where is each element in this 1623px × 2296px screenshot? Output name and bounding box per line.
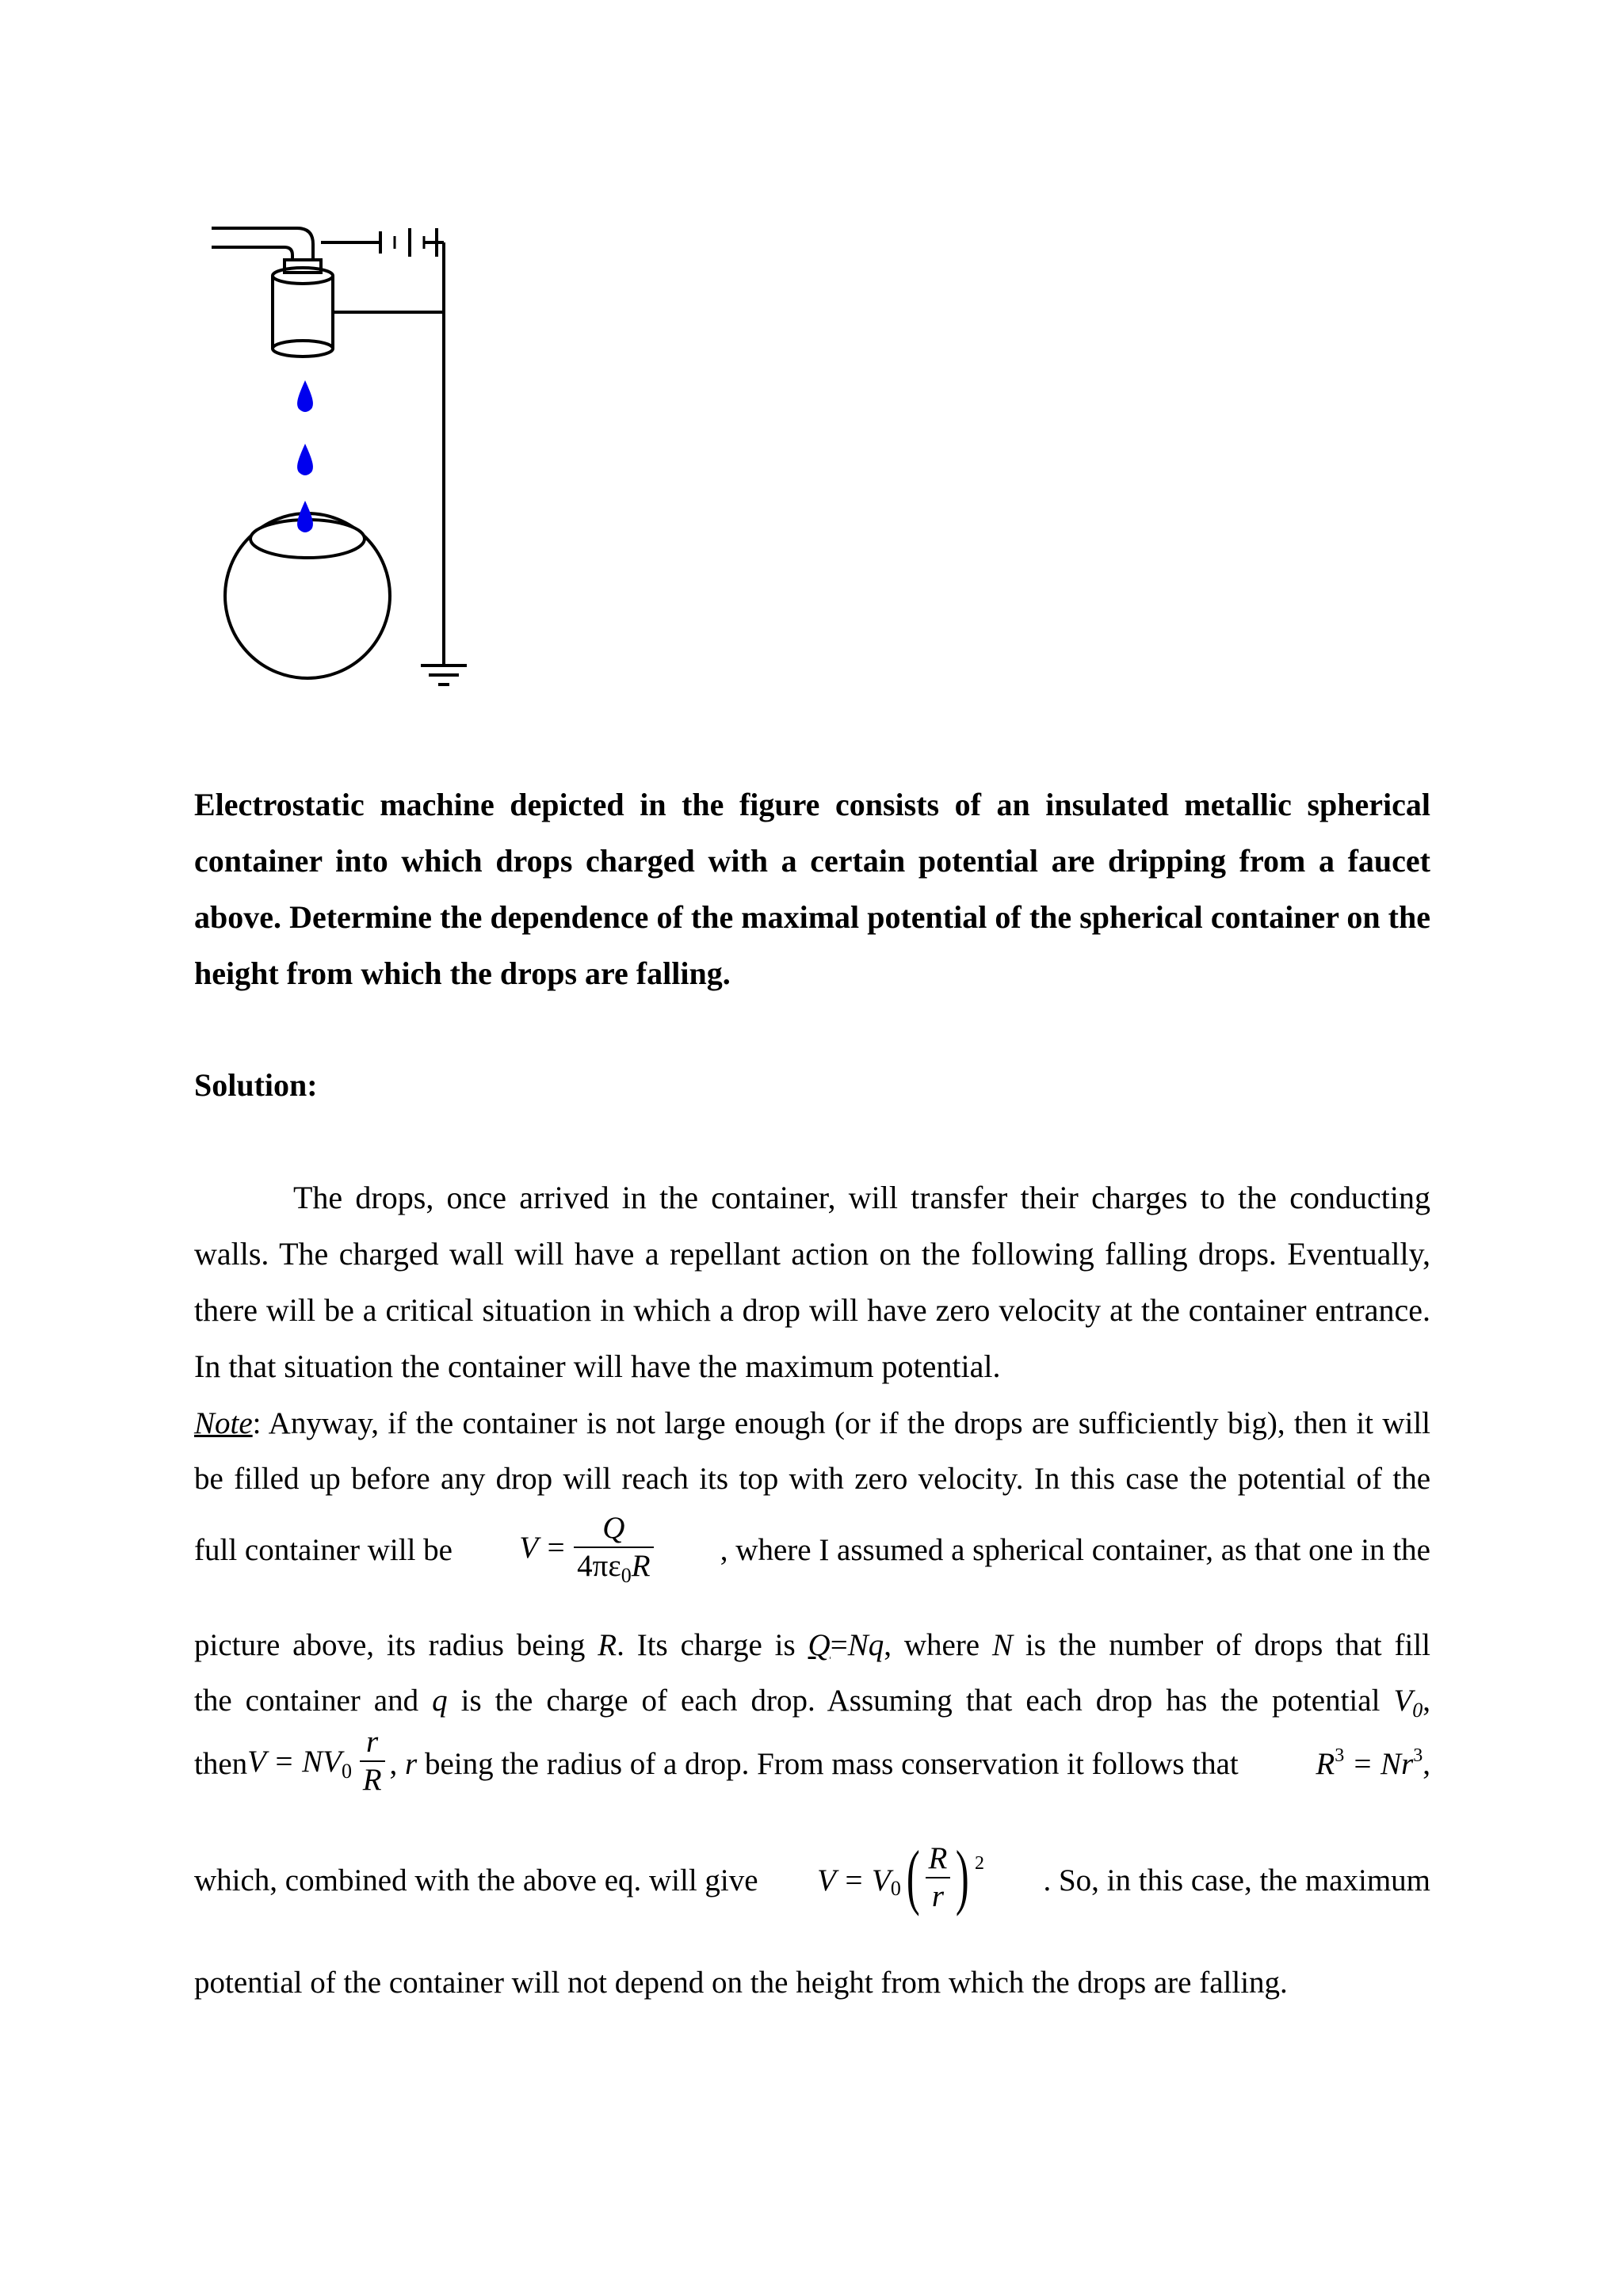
note-line-2: be filled up before any drop will reach its top with zero velocity. In this case the potential of the	[194, 1462, 1430, 1496]
electrostatic-machine-figure	[202, 214, 487, 697]
drop-icon	[297, 380, 313, 412]
note-line-3: full container will be V = $\frac{Q}{4\pi\varepsilon_0R}$ , where I assumed a spherical container, as that one in the	[194, 1511, 1430, 1587]
solution-text: The drops, once arrived in the container, will transfer their charges to the conducting walls. The charged wall will have a repellant action on the following falling drops. Eventually, there will be a critical situation in which a drop will have zero velocity at the container entrance. In that situation the container will have the maximum potential.	[194, 1180, 1430, 1384]
equation-potential-charge: V = $\frac{Q}{4\pi\varepsilon_0R}$	[519, 1513, 653, 1588]
note-line-7: which, combined with the above eq. will give V = V $_0$ ( $\frac{R}{r}$ ) $^2$ . So, in this case, the maximum	[194, 1836, 1430, 1917]
drop-icon	[297, 444, 313, 475]
problem-text: Electrostatic machine depicted in the figure consists of an insulated metallic spherical container into which drops charged with a certain potential are dripping from a faucet above. Determine the dependence of the maximal potential of the spherical container on the height from which the drops are falling.	[194, 787, 1430, 991]
drop-icon	[297, 501, 313, 532]
problem-statement	[194, 776, 1430, 1001]
faucet-icon	[212, 228, 321, 273]
battery-icon	[380, 228, 444, 257]
ground-icon	[421, 666, 467, 685]
note-line-8: potential of the container will not depend on the height from which the drops are falling.	[194, 1966, 1288, 2000]
note-line-6: then $V = NV_0$ $\frac{r}{R}$ , r being the radius of a drop. From mass conservation it follows that $R^3 = Nr^3$,	[194, 1722, 1430, 1806]
spherical-container-icon	[225, 513, 390, 678]
equation-mass-conservation: $R^3 = Nr^3$,	[1316, 1745, 1430, 1781]
note-label: Note	[194, 1406, 253, 1440]
note-line-1: Note: Anyway, if the container is not large enough (or if the drops are sufficiently big), then it will	[194, 1406, 1430, 1440]
solution-heading: Solution:	[194, 1067, 318, 1103]
solution-paragraph	[194, 1169, 1430, 1394]
note-line-4: picture above, its radius being R. Its charge is Q=Nq, where N is the number of drops that fill	[194, 1628, 1430, 1662]
collector-cylinder-icon	[273, 268, 333, 357]
equation-max-potential: V = V $_0$ ( $\frac{R}{r}$ ) $^2$	[817, 1836, 984, 1917]
note-line-5: the container and q is the charge of each drop. Assuming that each drop has the potential $V_0$,	[194, 1684, 1431, 1722]
equation-potential-drops: $V = NV_0$ $\frac{r}{R}$	[247, 1727, 384, 1802]
